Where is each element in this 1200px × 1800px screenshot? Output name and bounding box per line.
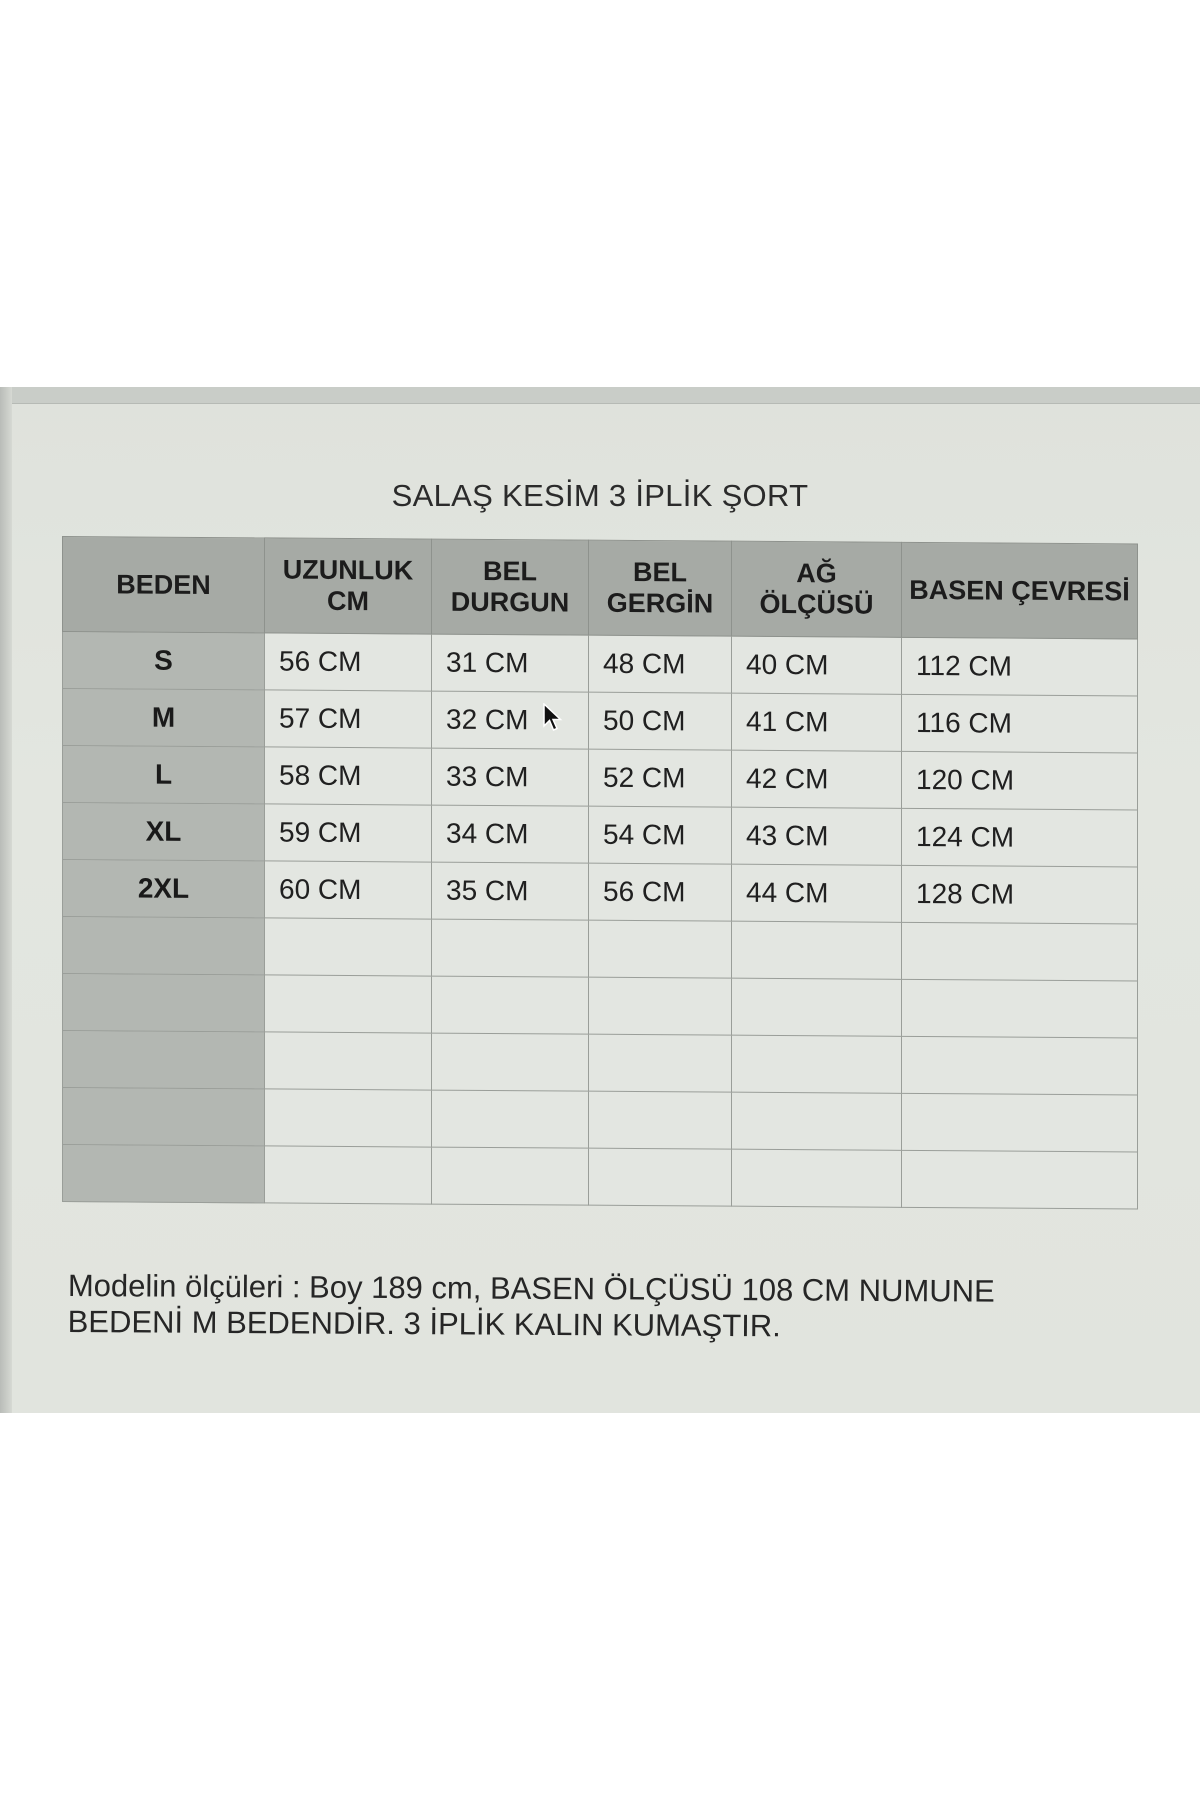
empty-table-row [63, 1088, 1138, 1153]
basen-cevresi-cell: 112 CM [902, 637, 1138, 696]
model-measurement-note [68, 1268, 1128, 1346]
basen-cevresi-cell: 116 CM [902, 694, 1138, 753]
uzunluk-cell: 56 CM [265, 633, 432, 691]
table-row [63, 860, 1138, 925]
ag-olcusu-cell: 41 CM [732, 693, 902, 751]
empty-cell [902, 1093, 1138, 1152]
bel-gergin-cell: 50 CM [589, 692, 732, 750]
empty-cell [589, 977, 732, 1035]
empty-cell [432, 976, 589, 1034]
empty-table-row [63, 974, 1138, 1039]
empty-cell [589, 920, 732, 978]
empty-table-row [63, 1031, 1138, 1096]
empty-cell [432, 919, 589, 977]
empty-table-row [63, 917, 1138, 982]
table-row [63, 689, 1138, 754]
screen-left-edge [0, 387, 12, 1413]
empty-cell [902, 922, 1138, 981]
basen-cevresi-cell: 128 CM [902, 865, 1138, 924]
note-line-1: Modelin ölçüleri : Boy 189 cm, BASEN ÖLÇÜSÜ 108 CM NUMUNE [67, 1268, 995, 1309]
empty-cell [432, 1147, 589, 1205]
empty-cell [265, 918, 432, 976]
empty-cell [589, 1034, 732, 1092]
document-title: SALAŞ KESİM 3 İPLİK ŞORT [391, 478, 809, 513]
empty-size-cell [63, 1031, 265, 1089]
bel-gergin-cell: 54 CM [589, 806, 732, 864]
header-bel-gergin: BEL GERGİN [589, 540, 732, 636]
table-row [63, 632, 1138, 697]
empty-cell [732, 978, 902, 1036]
empty-cell [732, 1092, 902, 1150]
ag-olcusu-cell: 44 CM [732, 864, 902, 922]
table-header-row [63, 537, 1138, 640]
ag-olcusu-cell: 43 CM [732, 807, 902, 865]
empty-cell [732, 1035, 902, 1093]
ag-olcusu-cell: 40 CM [732, 636, 902, 694]
note-line-2: BEDENİ M BEDENDİR. 3 İPLİK KALIN KUMAŞTIR. [67, 1303, 781, 1344]
empty-cell [432, 1090, 589, 1148]
mouse-pointer-icon [543, 703, 563, 733]
empty-cell [265, 975, 432, 1033]
table-row [63, 746, 1138, 811]
empty-size-cell [63, 1145, 265, 1203]
empty-table-row [63, 1145, 1138, 1210]
header-beden: BEDEN [63, 537, 265, 633]
empty-cell [902, 979, 1138, 1038]
size-chart-table [62, 536, 1138, 1210]
empty-cell [265, 1146, 432, 1204]
size-label: 2XL [63, 860, 265, 918]
header-bel-durgun: BEL DURGUN [432, 539, 589, 635]
empty-cell [902, 1150, 1138, 1209]
empty-cell [265, 1089, 432, 1147]
header-uzunluk: UZUNLUK CM [265, 538, 432, 634]
empty-size-cell [63, 917, 265, 975]
bel-durgun-cell: 32 CM [432, 691, 589, 749]
bel-durgun-cell: 31 CM [432, 634, 589, 692]
empty-cell [589, 1091, 732, 1149]
ag-olcusu-cell: 42 CM [732, 750, 902, 808]
bel-gergin-cell: 48 CM [589, 635, 732, 693]
empty-size-cell [63, 974, 265, 1032]
bel-gergin-cell: 56 CM [589, 863, 732, 921]
bel-durgun-cell: 33 CM [432, 748, 589, 806]
size-label: L [63, 746, 265, 804]
size-label: XL [63, 803, 265, 861]
empty-size-cell [63, 1088, 265, 1146]
header-ag-olcusu: AĞ ÖLÇÜSÜ [732, 541, 902, 637]
uzunluk-cell: 57 CM [265, 690, 432, 748]
empty-cell [902, 1036, 1138, 1095]
basen-cevresi-cell: 124 CM [902, 808, 1138, 867]
bel-durgun-cell: 35 CM [432, 862, 589, 920]
screen-top-bar [0, 387, 1200, 404]
uzunluk-cell: 58 CM [265, 747, 432, 805]
empty-cell [589, 1148, 732, 1206]
uzunluk-cell: 59 CM [265, 804, 432, 862]
basen-cevresi-cell: 120 CM [902, 751, 1138, 810]
empty-cell [432, 1033, 589, 1091]
table-row [63, 803, 1138, 868]
empty-cell [732, 921, 902, 979]
empty-cell [265, 1032, 432, 1090]
size-label: M [63, 689, 265, 747]
empty-cell [732, 1149, 902, 1207]
uzunluk-cell: 60 CM [265, 861, 432, 919]
bel-durgun-cell: 34 CM [432, 805, 589, 863]
size-label: S [63, 632, 265, 690]
header-basen-cevresi: BASEN ÇEVRESİ [902, 542, 1138, 639]
bel-gergin-cell: 52 CM [589, 749, 732, 807]
